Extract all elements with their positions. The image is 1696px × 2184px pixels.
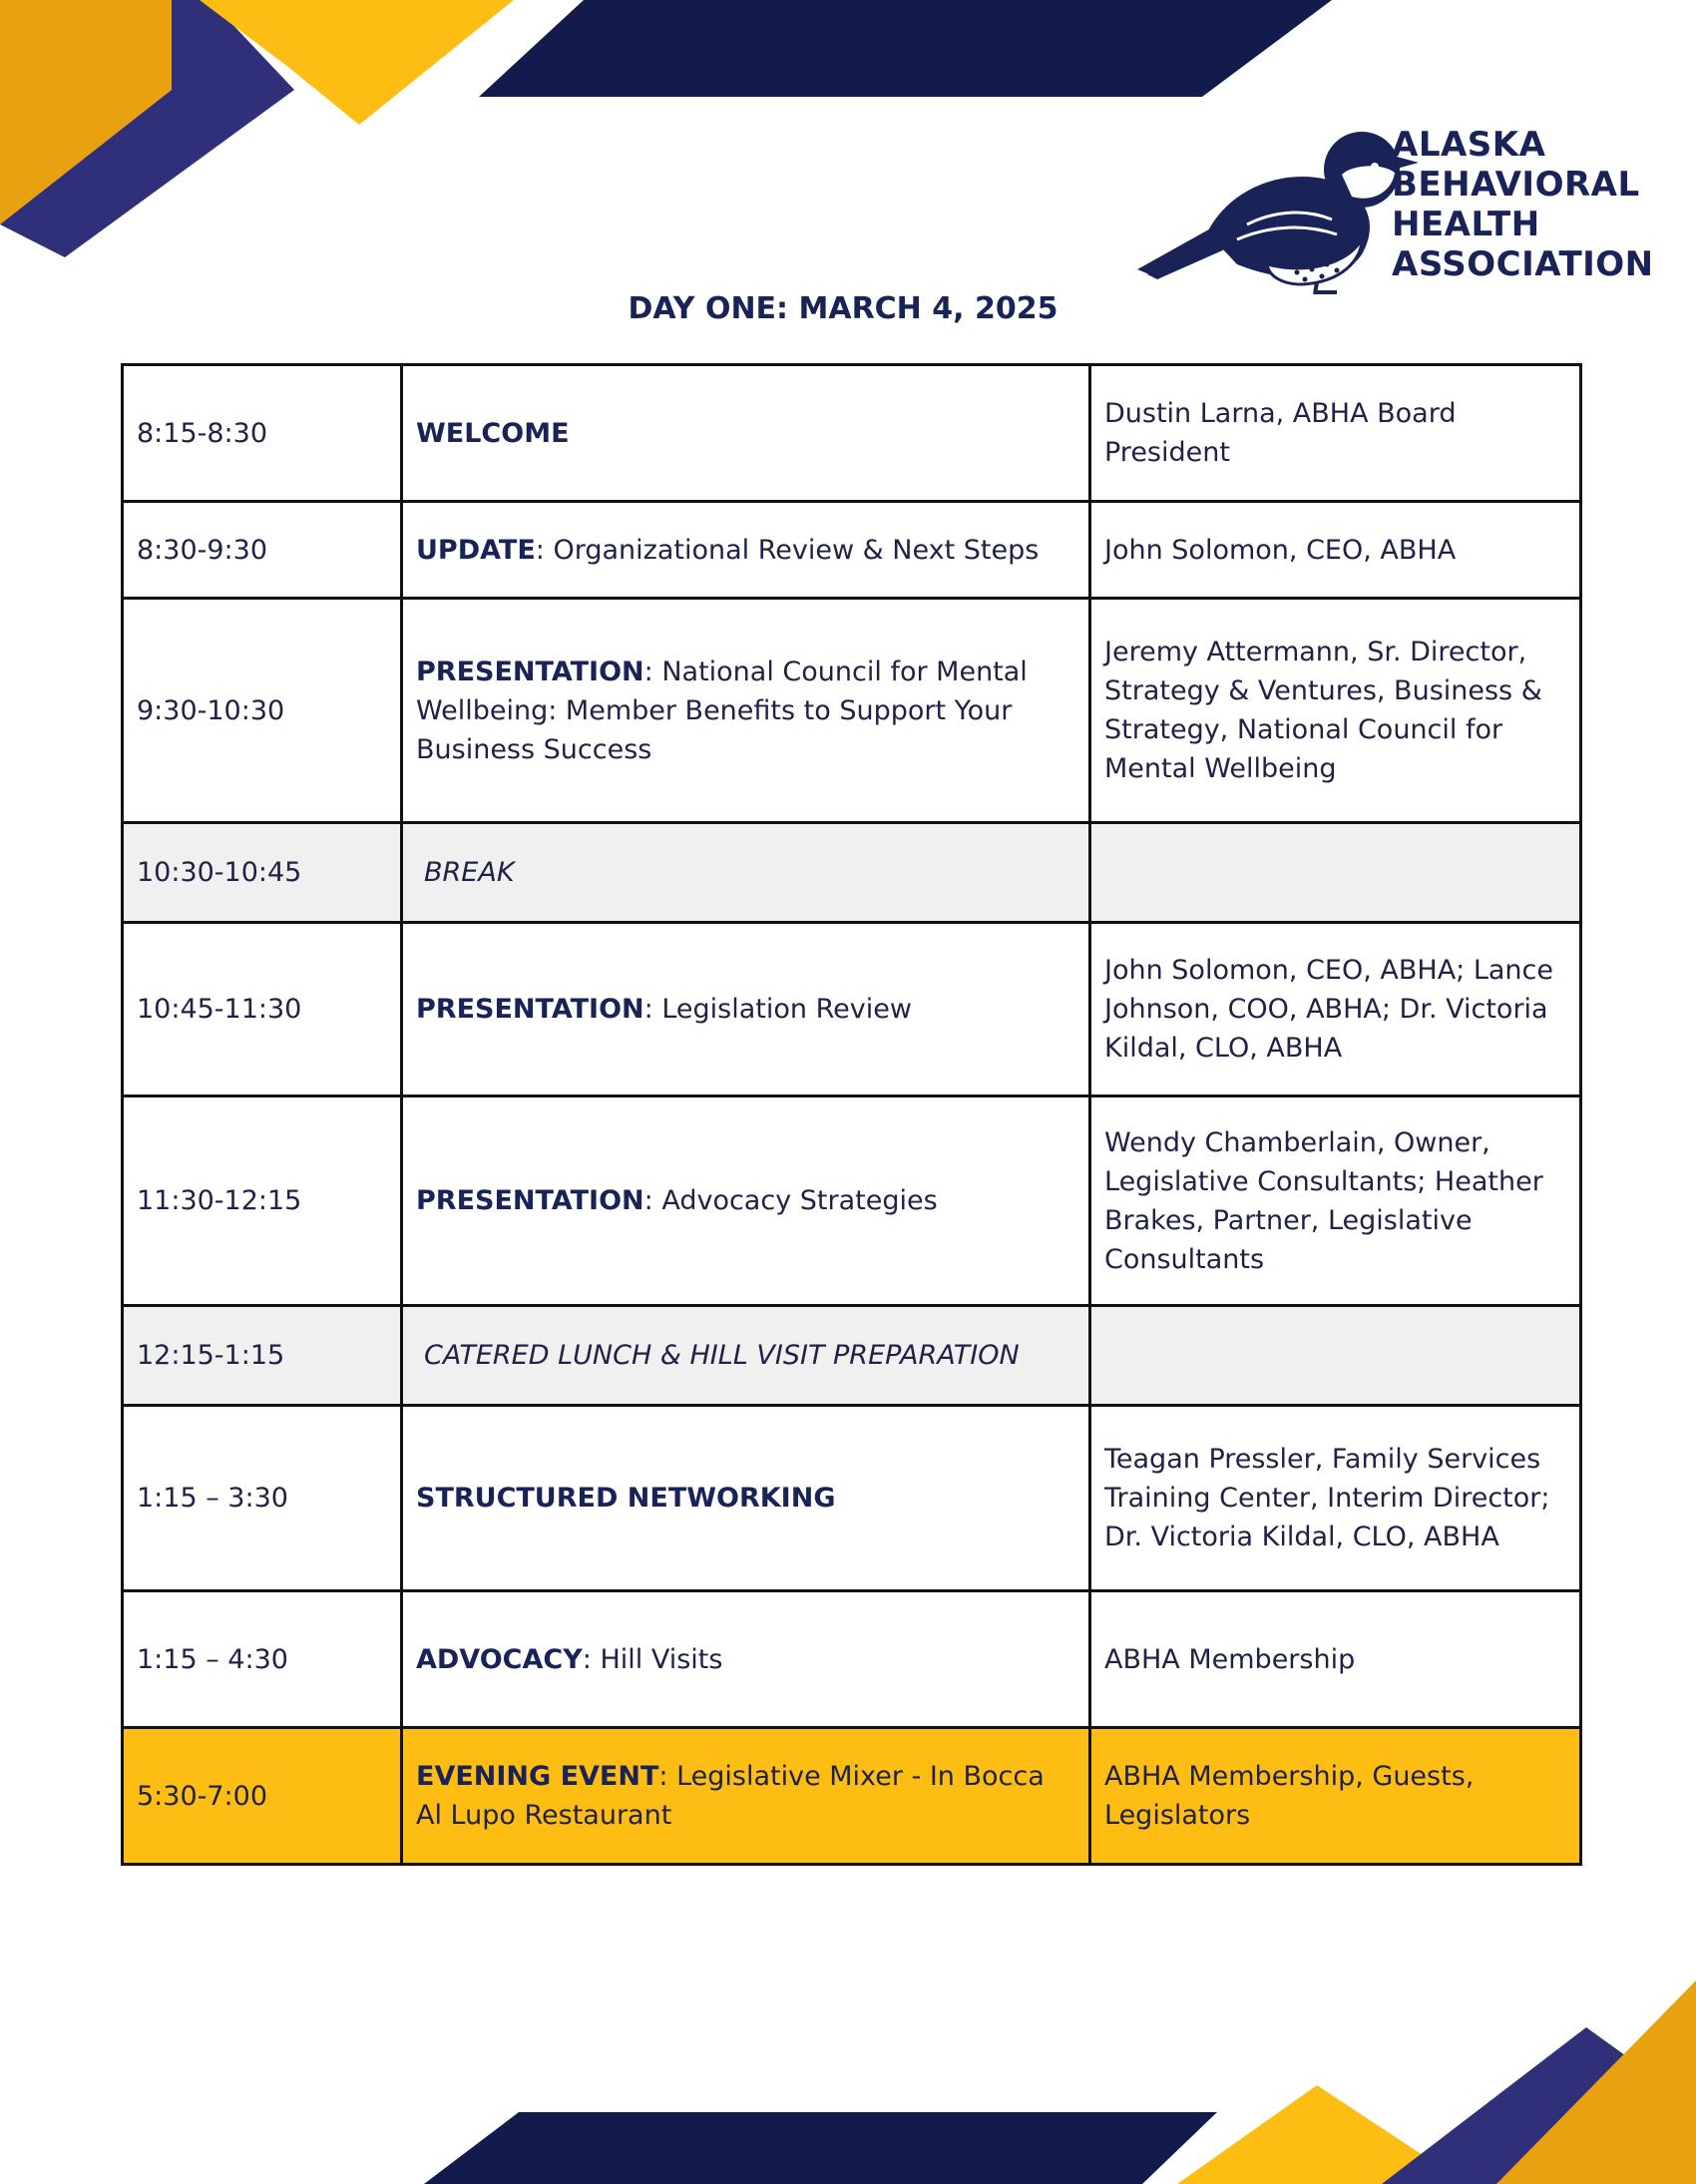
session-detail: : Advocacy Strategies — [643, 1185, 938, 1216]
table-row — [123, 923, 1581, 1096]
speaker-cell: ABHA Membership — [1090, 1591, 1581, 1728]
org-name-line: ASSOCIATION — [1392, 244, 1654, 284]
org-name-line: ALASKA — [1392, 125, 1546, 165]
time-cell: 1:15 – 4:30 — [123, 1591, 402, 1728]
session-label: ADVOCACY — [416, 1643, 583, 1675]
time-cell: 1:15 – 3:30 — [123, 1406, 402, 1591]
session-cell — [402, 1306, 1090, 1406]
table-row — [123, 502, 1581, 599]
table-row — [123, 1096, 1581, 1306]
speaker-cell: Teagan Pressler, Family Services Training Center, Interim Director; Dr. Victoria Kildal, CLO, ABHA — [1090, 1406, 1581, 1591]
session-cell — [402, 1096, 1090, 1306]
session-detail: BREAK — [424, 857, 515, 888]
table-row — [123, 599, 1581, 823]
deco-navy-banner — [479, 0, 1332, 97]
table-row — [123, 823, 1581, 923]
session-cell — [402, 923, 1090, 1096]
time-cell: 11:30-12:15 — [123, 1096, 402, 1306]
session-cell — [402, 1591, 1090, 1728]
time-cell: 8:30-9:30 — [123, 502, 402, 599]
time-cell: 10:30-10:45 — [123, 823, 402, 923]
session-label: STRUCTURED NETWORKING — [416, 1483, 836, 1514]
speaker-cell: John Solomon, CEO, ABHA — [1090, 502, 1581, 599]
org-name-line: HEALTH — [1392, 205, 1540, 244]
speaker-cell: Dustin Larna, ABHA Board President — [1090, 365, 1581, 502]
session-detail: : Legislative Mixer - In Bocca Al Lupo Restaurant — [416, 1761, 1045, 1831]
session-cell — [402, 1728, 1090, 1865]
speaker-cell — [1090, 823, 1581, 923]
deco-bottom-navy-banner — [424, 2112, 1217, 2184]
session-cell — [402, 823, 1090, 923]
speaker-cell: ABHA Membership, Guests, Legislators — [1090, 1728, 1581, 1865]
time-cell: 10:45-11:30 — [123, 923, 402, 1096]
session-cell — [402, 599, 1090, 823]
session-label: PRESENTATION — [416, 994, 644, 1025]
time-cell: 8:15-8:30 — [123, 365, 402, 502]
schedule-table — [121, 363, 1582, 1866]
time-cell: 12:15-1:15 — [123, 1306, 402, 1406]
speaker-cell: Jeremy Attermann, Sr. Director, Strategy & Ventures, Business & Strategy, National Council for Mental Wellbeing — [1090, 599, 1581, 823]
speaker-cell: Wendy Chamberlain, Owner, Legislative Consultants; Heather Brakes, Partner, Legislative Consultants — [1090, 1096, 1581, 1306]
session-cell — [402, 365, 1090, 502]
table-row — [123, 1591, 1581, 1728]
session-label: EVENING EVENT — [416, 1761, 659, 1792]
time-cell: 5:30-7:00 — [123, 1728, 402, 1865]
session-detail: CATERED LUNCH & HILL VISIT PREPARATION — [424, 1340, 1020, 1371]
session-cell — [402, 1406, 1090, 1591]
page-title: DAY ONE: MARCH 4, 2025 — [628, 291, 1059, 326]
session-label: UPDATE — [416, 534, 536, 566]
table-row — [123, 1728, 1581, 1865]
speaker-cell: John Solomon, CEO, ABHA; Lance Johnson, COO, ABHA; Dr. Victoria Kildal, CLO, ABHA — [1090, 923, 1581, 1096]
session-label: PRESENTATION — [416, 655, 644, 687]
org-name-line: BEHAVIORAL — [1392, 165, 1640, 205]
speaker-cell — [1090, 1306, 1581, 1406]
session-label: WELCOME — [416, 417, 570, 449]
session-detail: : Hill Visits — [582, 1643, 723, 1675]
table-row — [123, 1306, 1581, 1406]
session-detail: : National Council for Mental Wellbeing: Member Benefits to Support Your Business Success — [416, 655, 1028, 765]
session-detail: : Organizational Review & Next Steps — [535, 534, 1040, 566]
session-label: PRESENTATION — [416, 1185, 644, 1216]
org-name — [1392, 125, 1654, 284]
session-cell — [402, 502, 1090, 599]
table-row — [123, 1406, 1581, 1591]
table-row — [123, 365, 1581, 502]
time-cell: 9:30-10:30 — [123, 599, 402, 823]
session-detail: : Legislation Review — [643, 994, 912, 1025]
